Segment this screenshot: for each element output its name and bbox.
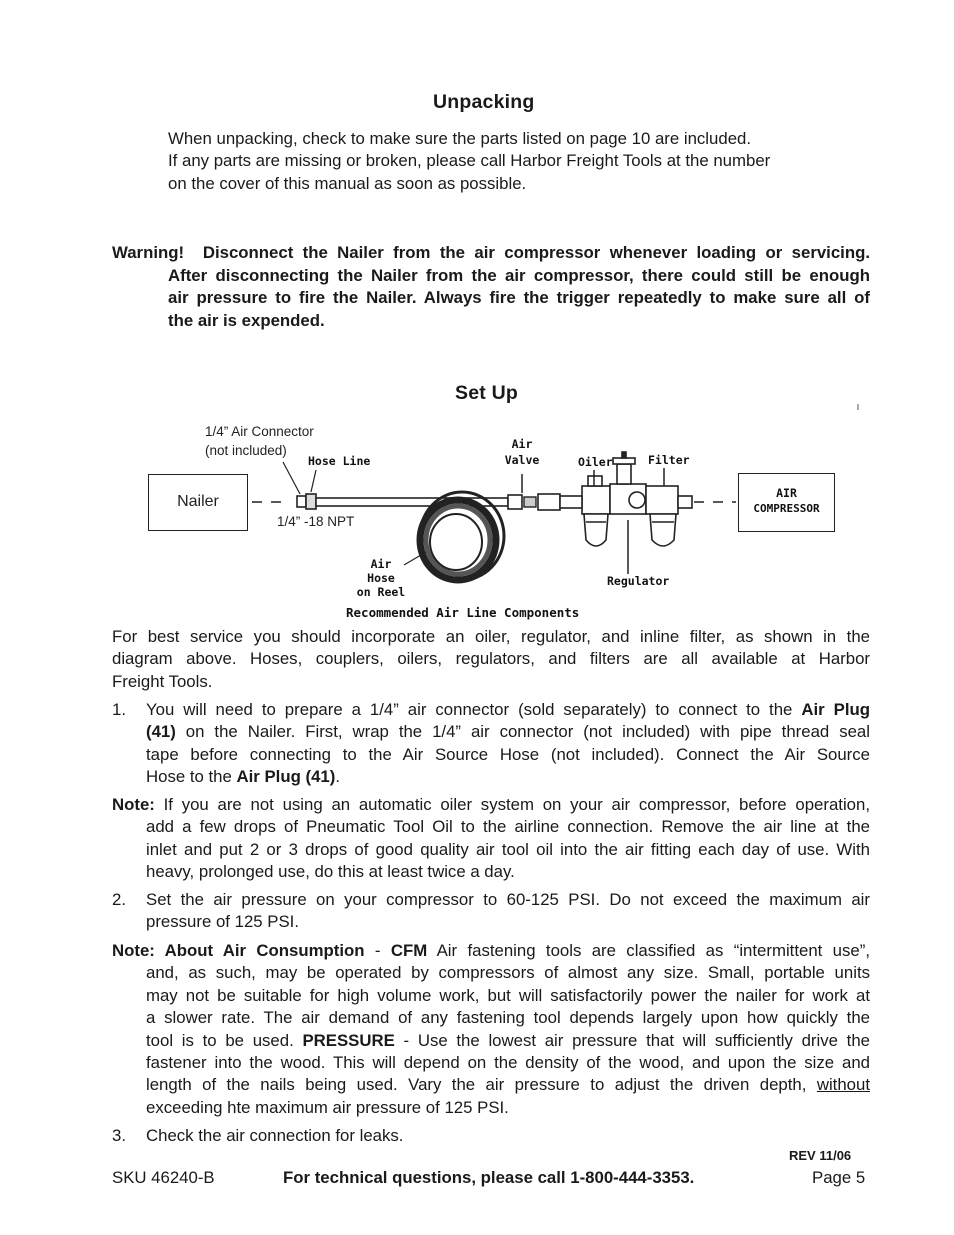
setup-intro-line: Freight Tools. [112, 671, 213, 691]
step-1-text: . [335, 767, 341, 787]
air-valve-icon [508, 495, 522, 509]
air-valve-label [502, 436, 542, 468]
setup-heading: Set Up [455, 382, 518, 404]
page-number: Page 5 [812, 1168, 866, 1187]
note-2-text: - [364, 941, 391, 960]
connector-label-line: 1/4” Air Connector [205, 424, 314, 439]
connector-leader [283, 462, 300, 494]
note-2-line: exceeding hte maximum air pressure of 125 PSI. [146, 1097, 509, 1117]
step-1-text: Hose to the [146, 767, 237, 787]
air-hose-label [356, 557, 406, 599]
note-2-line [146, 1074, 870, 1096]
oiler-icon [560, 476, 610, 546]
note-1-line: add a few drops of Pneumatic Tool Oil to the airline connection. Remove the air line at the [146, 817, 870, 837]
revision-label: REV 11/06 [789, 1148, 852, 1163]
setup-intro [112, 626, 870, 693]
warning-text: Disconnect the Nailer from the air compressor whenever loading or servicing. [202, 243, 870, 262]
note-1-line: inlet and put 2 or 3 drops of good quality air tool oil into the air fitting each day of use. With [146, 839, 870, 859]
step-1-line [146, 721, 870, 743]
compressor-label-1: AIR [776, 486, 797, 500]
step-1-text: You will need to prepare a 1/4” air connector (sold separately) to connect to the [146, 700, 802, 719]
note-1-text: If you are not using an automatic oiler system on your air compressor, before operation, [154, 795, 870, 814]
unpacking-heading: Unpacking [433, 91, 535, 113]
warning-line: the air is expended. [168, 310, 325, 330]
note-2-line [146, 1030, 870, 1052]
step-1-text: on the Nailer. First, wrap the 1/4” air connector (not included) with pipe thread seal [175, 722, 870, 742]
step-number: 2. [112, 890, 126, 909]
warning-line: air pressure to fire the Nailer. Always fire the trigger repeatedly to make sure all of [168, 288, 870, 307]
note-2-text: length of the nails being used. Vary the air pressure to adjust the driven depth, [146, 1075, 817, 1095]
air-hose-label-line: Air Hose [367, 557, 395, 585]
note-2-line: fastener into the wood. This will depend on the density of the wood, and upon the size and [146, 1053, 870, 1073]
compressor-label-2: COMPRESSOR [753, 502, 820, 515]
note-1 [112, 794, 870, 884]
sku-label: SKU 46240-B [112, 1168, 215, 1187]
cfm-label: CFM [390, 941, 428, 960]
unpacking-line: on the cover of this manual as soon as possible. [168, 173, 527, 193]
note-2 [112, 940, 870, 1119]
step-1 [112, 699, 870, 789]
note-2-line [112, 940, 870, 962]
hose-line-label: Hose Line [308, 454, 371, 468]
nailer-label: Nailer [177, 493, 219, 510]
note-2-line: a slower rate. The air demand of any fastening tool depends largely upon how quickly the [146, 1008, 870, 1028]
tech-support-line: For technical questions, please call 1-800-444-3353. [283, 1168, 695, 1187]
step-1-line [146, 766, 870, 788]
note-1-line: heavy, prolonged use, do this at least twice a day. [146, 862, 515, 882]
air-connector-icon [297, 496, 306, 507]
air-plug-ref: (41) [146, 722, 176, 742]
note-2-text: tool is to be used. [146, 1030, 303, 1050]
warning-line: After disconnecting the Nailer from the air compressor, there could still be enough [168, 265, 870, 285]
step-1-line [146, 699, 870, 721]
connector-label [205, 422, 314, 460]
step-2-line: Set the air pressure on your compressor to 60-125 PSI. Do not exceed the maximum air [146, 890, 870, 909]
hose-reel-icon [420, 492, 504, 580]
note-2-line: and, as such, may be operated by compressors of almost any size. Small, portable units [146, 963, 870, 983]
regulator-label: Regulator [607, 574, 670, 588]
regulator-icon [610, 452, 646, 514]
air-hose-label-line: on Reel [356, 585, 406, 599]
setup-intro-line: For best service you should incorporate an oiler, regulator, and inline filter, as shown in the [112, 627, 870, 646]
air-plug-ref: Air Plug (41) [236, 767, 336, 787]
note-2-line: may not be suitable for high volume work, but will satisfactorily power the nailer for work at [146, 985, 870, 1005]
step-2 [112, 889, 870, 934]
npt-label: 1/4” -18 NPT [277, 514, 355, 529]
air-valve-label-line: Valve [504, 453, 540, 467]
oiler-label: Oiler [578, 455, 613, 469]
note-label: Note: [112, 795, 155, 814]
step-1-line: tape before connecting to the Air Source Hose (not included). Connect the Air Source [146, 744, 870, 764]
step-3-line: Check the air connection for leaks. [146, 1126, 404, 1145]
unpacking-line: If any parts are missing or broken, please call Harbor Freight Tools at the number [168, 151, 771, 171]
connector-label-line: (not included) [205, 443, 287, 458]
note-2-text: - Use the lowest air pressure that will sufficiently drive the [394, 1030, 870, 1050]
note-label: Note: About Air Consumption [112, 941, 365, 960]
setup-intro-line: diagram above. Hoses, couplers, oilers, regulators, and filters are all available at Harbor [112, 649, 870, 669]
note-2-text: Air fastening tools are classified as “intermittent use”, [427, 941, 870, 960]
step-3 [112, 1125, 870, 1147]
step-2-line: pressure of 125 PSI. [146, 912, 299, 932]
hose-line-leader [311, 470, 316, 492]
diagram-caption: Recommended Air Line Components [346, 605, 580, 620]
unpacking-line: When unpacking, check to make sure the parts listed on page 10 are included. [168, 129, 752, 148]
air-valve-label-line: Air [511, 437, 533, 451]
note-1-line [112, 794, 870, 816]
filter-icon [646, 486, 692, 546]
pressure-label: PRESSURE [302, 1030, 395, 1050]
warning-lead: Warning! [112, 243, 185, 262]
air-plug-ref: Air Plug [801, 700, 870, 719]
filter-label: Filter [648, 453, 690, 467]
step-number: 3. [112, 1126, 126, 1145]
underlined-word: without [816, 1075, 870, 1095]
step-number: 1. [112, 700, 126, 719]
